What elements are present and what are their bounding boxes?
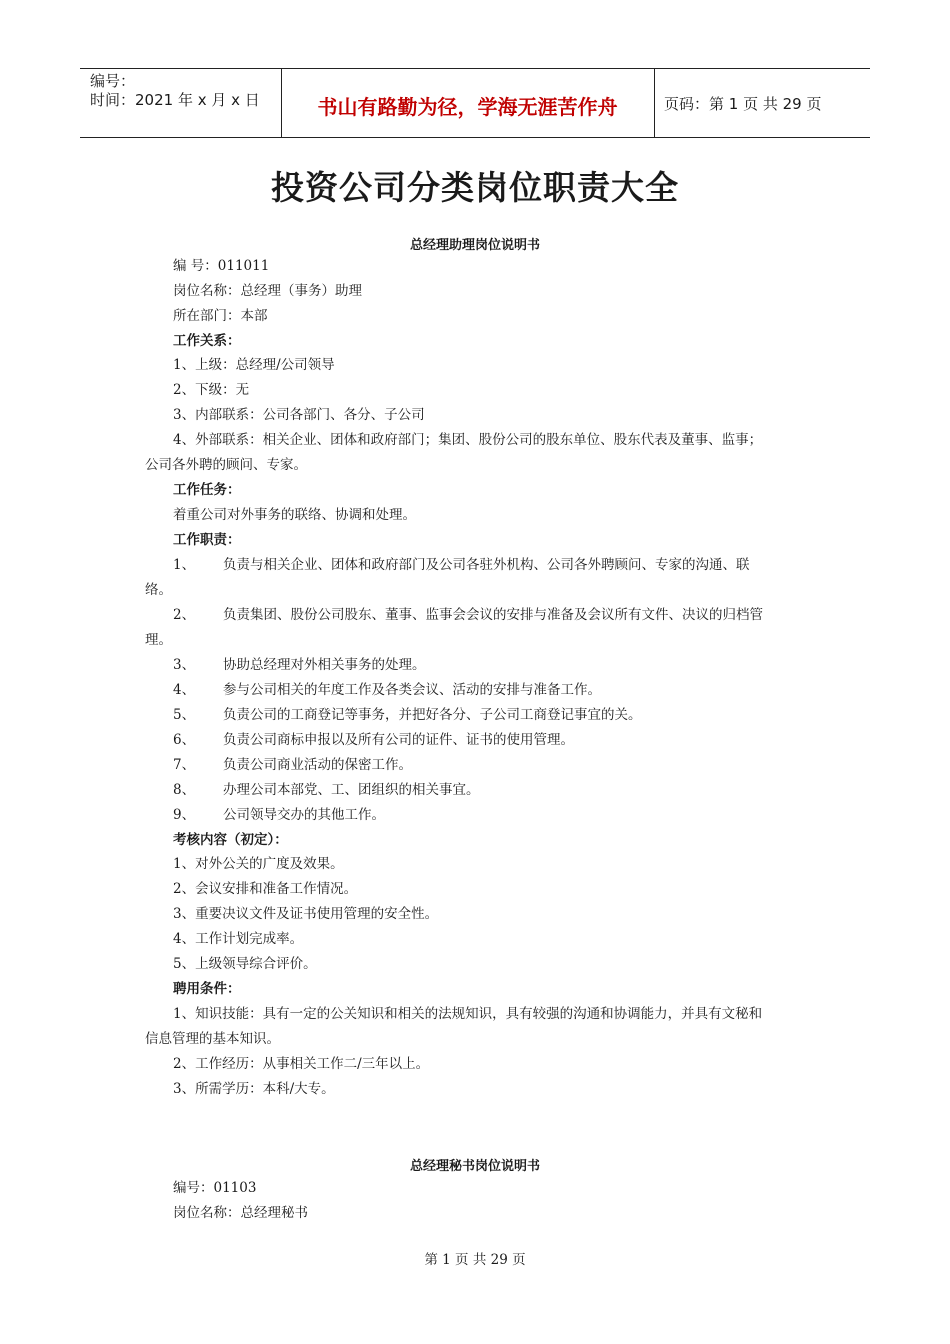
hire-item: 2、工作经历：从事相关工作二/三年以上。 bbox=[173, 1056, 430, 1072]
assess-heading: 考核内容（初定）： bbox=[173, 832, 288, 848]
hire-item: 3、所需学历：本科/大专。 bbox=[173, 1081, 335, 1097]
job-code: 编 号：011011 bbox=[173, 258, 270, 274]
section-title: 总经理秘书岗位说明书 bbox=[409, 1159, 540, 1174]
duty-item bbox=[173, 756, 412, 774]
duty-item bbox=[173, 681, 601, 699]
duty-text: 负责公司商标申报以及所有公司的证件、证书的使用管理。 bbox=[223, 732, 574, 748]
duty-heading: 工作职责： bbox=[173, 532, 241, 548]
hire-item-continued: 信息管理的基本知识。 bbox=[145, 1031, 280, 1047]
duty-number: 3、 bbox=[173, 657, 196, 673]
page-footer: 第 1 页 共 29 页 bbox=[424, 1252, 526, 1268]
assess-item: 4、工作计划完成率。 bbox=[173, 931, 304, 947]
duty-item bbox=[173, 606, 763, 624]
time-label: 时间：2021 年 x 月 x 日 bbox=[90, 91, 260, 109]
duty-item bbox=[173, 806, 385, 824]
duty-item bbox=[173, 556, 750, 574]
duty-text: 办理公司本部党、工、团组织的相关事宜。 bbox=[223, 782, 480, 798]
duty-text: 公司领导交办的其他工作。 bbox=[223, 807, 385, 823]
relation-item-continued: 公司各外聘的顾问、专家。 bbox=[145, 457, 307, 473]
department: 所在部门：本部 bbox=[173, 308, 268, 324]
job-code: 编号：01103 bbox=[173, 1180, 257, 1196]
duty-item bbox=[173, 656, 426, 674]
job-name: 岗位名称：总经理秘书 bbox=[173, 1205, 308, 1221]
document-title: 投资公司分类岗位职责大全 bbox=[271, 168, 679, 207]
hire-item: 1、知识技能：具有一定的公关知识和相关的法规知识，具有较强的沟通和协调能力，并具有文秘和 bbox=[173, 1006, 763, 1022]
relation-item: 3、内部联系：公司各部门、各分、子公司 bbox=[173, 407, 425, 423]
duty-text: 负责与相关企业、团体和政府部门及公司各驻外机构、公司各外聘顾问、专家的沟通、联 bbox=[223, 557, 750, 573]
duty-item bbox=[173, 731, 574, 749]
duty-number: 2、 bbox=[173, 607, 196, 623]
assess-item: 1、对外公关的广度及效果。 bbox=[173, 856, 344, 872]
relation-item: 4、外部联系：相关企业、团体和政府部门；集团、股份公司的股东单位、股东代表及董事、监事； bbox=[173, 432, 763, 448]
section-title: 总经理助理岗位说明书 bbox=[409, 238, 540, 253]
duty-number: 5、 bbox=[173, 707, 196, 723]
duty-text: 参与公司相关的年度工作及各类会议、活动的安排与准备工作。 bbox=[223, 682, 601, 698]
duty-number: 8、 bbox=[173, 782, 196, 798]
header-motto-cell bbox=[281, 69, 655, 137]
duty-item bbox=[173, 706, 642, 724]
page-info: 页码：第 1 页 共 29 页 bbox=[664, 95, 822, 113]
header-right-cell bbox=[655, 69, 870, 137]
duty-text: 负责集团、股份公司股东、董事、监事会会议的安排与准备及会议所有文件、决议的归档管 bbox=[223, 607, 763, 623]
hire-heading: 聘用条件： bbox=[173, 981, 241, 997]
duty-number: 7、 bbox=[173, 757, 196, 773]
assess-item: 2、会议安排和准备工作情况。 bbox=[173, 881, 358, 897]
duty-text: 负责公司的工商登记等事务，并把好各分、子公司工商登记事宜的关。 bbox=[223, 707, 642, 723]
number-label: 编号： bbox=[90, 72, 136, 90]
duty-item bbox=[173, 781, 480, 799]
duty-text: 协助总经理对外相关事务的处理。 bbox=[223, 657, 426, 673]
page-header bbox=[80, 68, 870, 138]
relation-item: 2、下级：无 bbox=[173, 382, 250, 398]
task-text: 着重公司对外事务的联络、协调和处理。 bbox=[173, 507, 416, 523]
relations-heading: 工作关系： bbox=[173, 333, 241, 349]
duty-number: 9、 bbox=[173, 807, 196, 823]
duty-number: 4、 bbox=[173, 682, 196, 698]
duty-item-continued: 理。 bbox=[145, 632, 172, 648]
duty-text: 负责公司商业活动的保密工作。 bbox=[223, 757, 412, 773]
task-heading: 工作任务： bbox=[173, 482, 241, 498]
duty-number: 6、 bbox=[173, 732, 196, 748]
motto: 书山有路勤为径，学海无涯苦作舟 bbox=[317, 95, 618, 119]
header-left-cell bbox=[80, 69, 282, 137]
duty-item-continued: 络。 bbox=[145, 582, 172, 598]
relation-item: 1、上级：总经理/公司领导 bbox=[173, 357, 335, 373]
duty-number: 1、 bbox=[173, 557, 196, 573]
job-name: 岗位名称：总经理（事务）助理 bbox=[173, 283, 362, 299]
assess-item: 3、重要决议文件及证书使用管理的安全性。 bbox=[173, 906, 439, 922]
assess-item: 5、上级领导综合评价。 bbox=[173, 956, 317, 972]
